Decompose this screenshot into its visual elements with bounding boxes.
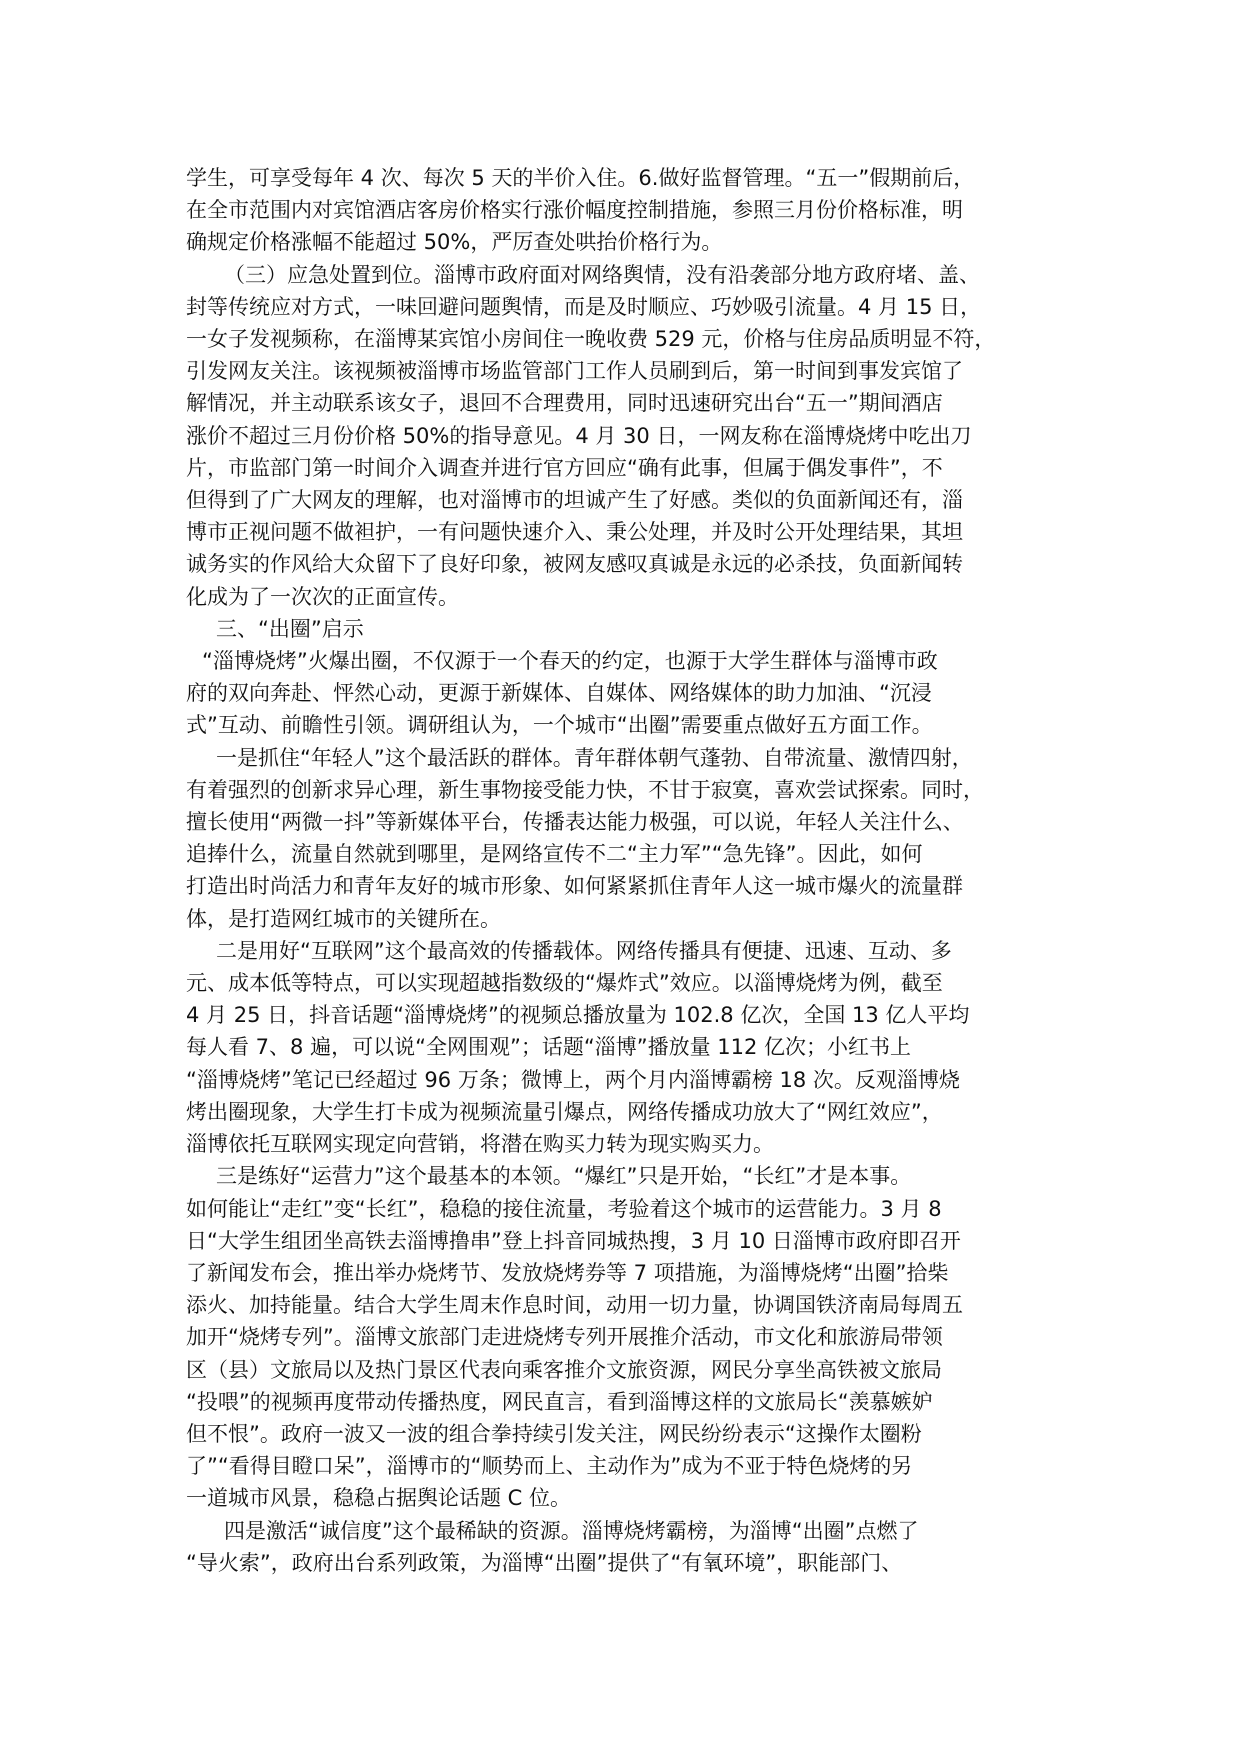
text-line: 了”“看得目瞪口呆”，淄博市的“顺势而上、主动作为”成为不亚于特色烧烤的另 — [186, 1454, 913, 1479]
text-line: “导火索”，政府出台系列政策，为淄博“出圈”提供了“有氧环境”，职能部门、 — [186, 1550, 903, 1575]
text-line: 每人看 7、8 遍，可以说“全网围观”；话题“淄博”播放量 112 亿次；小红书上 — [186, 1035, 912, 1060]
text-line: 擅长使用“两微一抖”等新媒体平台，传播表达能力极强，可以说，年轻人关注什么、 — [186, 810, 964, 835]
text-line: 日“大学生组团坐高铁去淄博撸串”登上抖音同城热搜，3 月 10 日淄博市政府即召开 — [186, 1228, 961, 1253]
text-line: 有着强烈的创新求异心理，新生事物接受能力快，不甘于寂寞，喜欢尝试探索。同时， — [186, 777, 984, 802]
text-line: 片，市监部门第一时间介入调查并进行官方回应“确有此事，但属于偶发事件”，不 — [186, 455, 943, 480]
text-line: 在全市范围内对宾馆酒店客房价格实行涨价幅度控制措施，参照三月份价格标准，明 — [186, 198, 963, 223]
text-line: 加开“烧烤专列”。淄博文旅部门走进烧烤专列开展推介活动，市文化和旅游局带领 — [186, 1325, 943, 1350]
paragraph-credibility — [186, 1515, 1054, 1579]
text-line: “投喂”的视频再度带动传播热度，网民直言，看到淄博这样的文旅局长“羡慕嫉妒 — [186, 1389, 933, 1414]
text-line: 4 月 25 日，抖音话题“淄博烧烤”的视频总播放量为 102.8 亿次，全国 13 亿人平均 — [186, 1003, 970, 1028]
text-line: 添火、加持能量。结合大学生周末作息时间，动用一切力量，协调国铁济南局每周五 — [186, 1293, 963, 1318]
text-line: （三）应急处置到位。淄博市政府面对网络舆情，没有沿袭部分地方政府堵、盖、 — [224, 262, 980, 287]
text-line: 元、成本低等特点，可以实现超越指数级的“爆炸式”效应。以淄博烧烤为例，截至 — [186, 971, 943, 996]
text-line: 区（县）文旅局以及热门景区代表向乘客推介文旅资源，网民分享坐高铁被文旅局 — [186, 1357, 942, 1382]
text-line: 二是用好“互联网”这个最高效的传播载体。网络传播具有便捷、迅速、互动、多 — [216, 938, 952, 963]
text-line: 但得到了广大网友的理解，也对淄博市的坦诚产生了好感。类似的负面新闻还有，淄 — [186, 488, 963, 513]
text-line: “淄博烧烤”火爆出圈，不仅源于一个春天的约定，也源于大学生群体与淄博市政 — [202, 649, 938, 674]
text-line: 淄博依托互联网实现定向营销，将潜在购买力转为现实购买力。 — [186, 1132, 774, 1157]
text-line: 但不恨”。政府一波又一波的组合拳持续引发关注，网民纷纷表示“这操作太圈粉 — [186, 1421, 922, 1446]
paragraph-intro — [186, 645, 1054, 742]
text-line: 诚务实的作风给大众留下了良好印象，被网友感叹真诚是永远的必杀技，负面新闻转 — [186, 552, 963, 577]
text-line: 化成为了一次次的正面宣传。 — [186, 584, 459, 609]
text-line: 打造出时尚活力和青年友好的城市形象、如何紧紧抓住青年人这一城市爆火的流量群 — [186, 874, 963, 899]
text-line: 一女子发视频称，在淄博某宾馆小房间住一晚收费 529 元，价格与住房品质明显不符， — [186, 327, 996, 352]
text-line: 三是练好“运营力”这个最基本的本领。“爆红”只是开始，“长红”才是本事。 — [216, 1164, 912, 1189]
text-line: 涨价不超过三月份价格 50%的指导意见。4 月 30 日，一网友称在淄博烧烤中吃出刀 — [186, 423, 972, 448]
text-line: 了新闻发布会，推出举办烧烤节、发放烧烤券等 7 项措施，为淄博烧烤“出圈”拾柴 — [186, 1260, 949, 1285]
text-line: 一是抓住“年轻人”这个最活跃的群体。青年群体朝气蓬勃、自带流量、激情四射， — [216, 745, 973, 770]
section-heading — [186, 613, 1054, 645]
text-line: 烤出圈现象，大学生打卡成为视频流量引爆点，网络传播成功放大了“网红效应”， — [186, 1099, 943, 1124]
text-line: 确规定价格涨幅不能超过 50%，严厉查处哄抬价格行为。 — [186, 230, 723, 255]
text-line: 博市正视问题不做袒护，一有问题快速介入、秉公处理，并及时公开处理结果，其坦 — [186, 520, 963, 545]
text-line: 封等传统应对方式，一味回避问题舆情，而是及时顺应、巧妙吸引流量。4 月 15 日， — [186, 294, 982, 319]
paragraph-emergency-response — [186, 259, 1054, 613]
paragraph-internet — [186, 935, 1054, 1160]
text-line: 学生，可享受每年 4 次、每次 5 天的半价入住。6.做好监督管理。“五一”假期前后， — [186, 166, 975, 190]
text-line: 如何能让“走红”变“长红”，稳稳的接住流量，考验着这个城市的运营能力。3 月 8 — [186, 1196, 942, 1221]
text-line: 追捧什么，流量自然就到哪里，是网络宣传不二“主力军”“急先锋”。因此，如何 — [186, 842, 923, 867]
paragraph-operations — [186, 1160, 1054, 1514]
text-line: “淄博烧烤”笔记已经超过 96 万条；微博上，两个月内淄博霸榜 18 次。反观淄博烧 — [186, 1067, 960, 1092]
text-line: 体，是打造网红城市的关键所在。 — [186, 906, 501, 931]
text-line: 式”互动、前瞻性引领。调研组认为，一个城市“出圈”需要重点做好五方面工作。 — [186, 713, 933, 738]
section-heading-text: 三、“出圈”启示 — [216, 616, 364, 641]
text-line: 解情况，并主动联系该女子，退回不合理费用，同时迅速研究出台“五一”期间酒店 — [186, 391, 943, 416]
text-line: 引发网友关注。该视频被淄博市场监管部门工作人员刷到后，第一时间到事发宾馆了 — [186, 359, 963, 384]
document-body — [186, 162, 1054, 1579]
text-line: 一道城市风景，稳稳占据舆论话题 C 位。 — [186, 1486, 572, 1511]
paragraph-young-people — [186, 742, 1054, 935]
text-line: 府的双向奔赴、怦然心动，更源于新媒体、自媒体、网络媒体的助力加油、“沉浸 — [186, 681, 932, 706]
paragraph-supervision — [186, 162, 1054, 259]
text-line: 四是激活“诚信度”这个最稀缺的资源。淄博烧烤霸榜，为淄博“出圈”点燃了 — [224, 1518, 919, 1543]
